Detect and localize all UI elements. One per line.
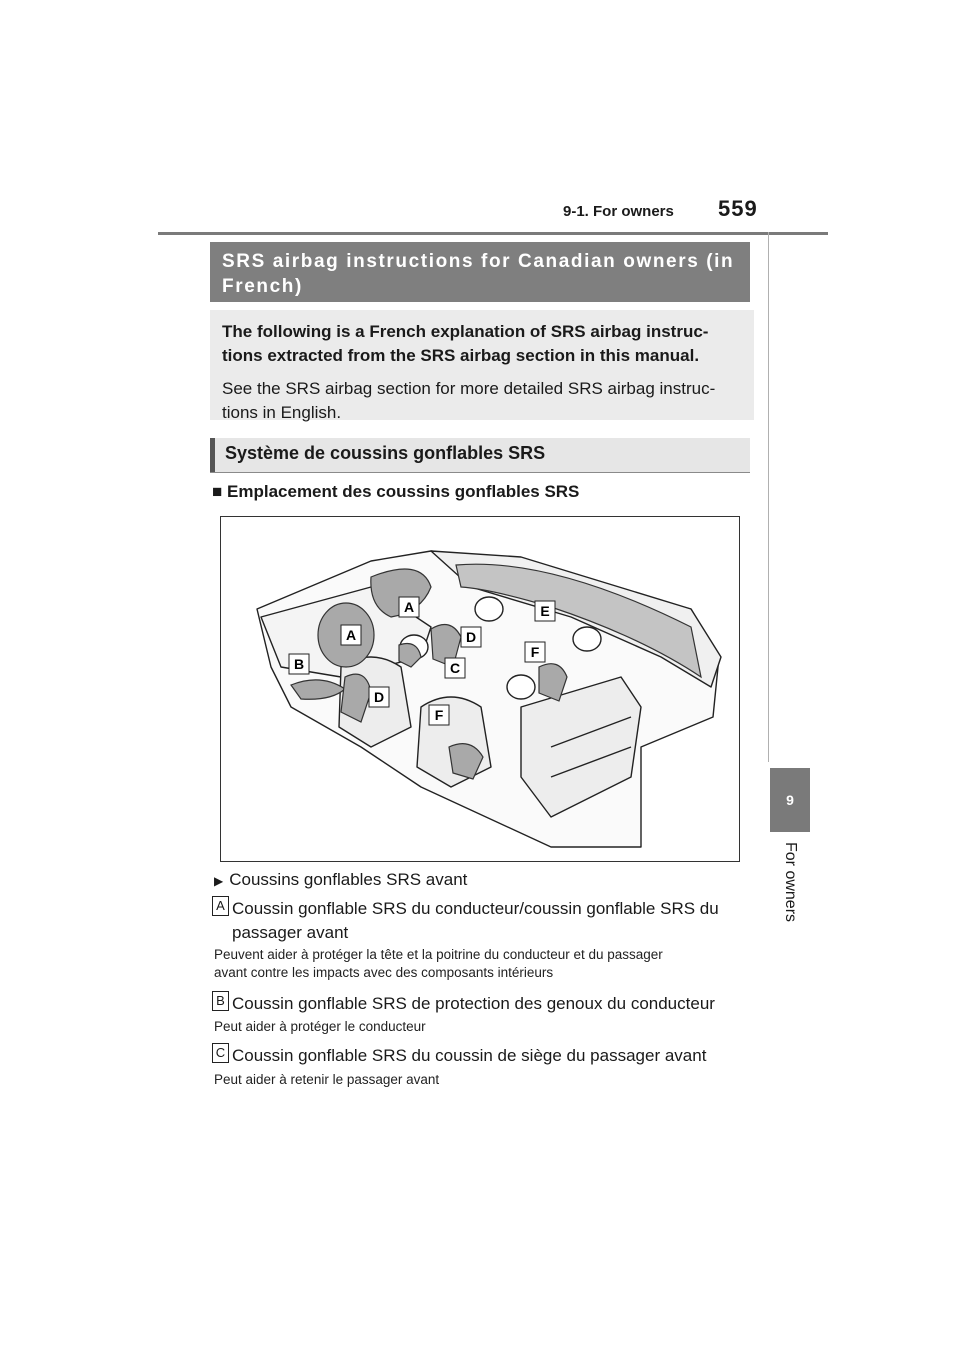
list-item-c-description: Peut aider à retenir le passager avant [214, 1072, 440, 1087]
list-item-a-title-line-1: Coussin gonflable SRS du conducteur/coussin gonflable SRS du [232, 899, 719, 918]
callout-e-label: E [540, 603, 550, 619]
list-item-a-letter [212, 896, 229, 916]
section-title-bar [210, 242, 750, 302]
list-item-a-title-line-2: passager avant [232, 923, 349, 942]
intro-bold-line-2: tions extracted from the SRS airbag section in this manual. [222, 346, 700, 365]
bullet-heading [212, 482, 579, 502]
intro-normal-line-2: tions in English. [222, 403, 342, 422]
callout-a-driver [341, 625, 361, 645]
callout-b-label: B [293, 656, 305, 672]
callout-d-passenger-label: D [465, 629, 477, 645]
bullet-heading-text: Emplacement des coussins gonflables SRS [227, 482, 580, 501]
callout-a-passenger [399, 597, 419, 617]
chapter-tab-label: For owners [782, 842, 799, 923]
list-item-b-letter [212, 991, 229, 1011]
side-divider [768, 232, 769, 762]
airbag-location-figure [220, 516, 740, 862]
list-item-b-description: Peut aider à protéger le conducteur [214, 1019, 426, 1034]
callout-a-passenger-label: A [403, 599, 415, 615]
intro-box [210, 310, 754, 420]
callout-b [289, 654, 309, 674]
callout-f-rear-label: F [530, 644, 540, 660]
list-intro [214, 868, 467, 893]
callout-f-rear [525, 642, 545, 662]
callout-f-front-label: F [434, 707, 444, 723]
list-item-c-letter [212, 1043, 229, 1063]
letter-badge-c: C [212, 1043, 229, 1063]
list-item-a-title [232, 897, 752, 945]
sub-heading-divider [210, 472, 750, 473]
header-divider [158, 232, 828, 235]
list-item-a-description [214, 946, 754, 982]
list-item-c-title: Coussin gonflable SRS du coussin de siège du passager avant [232, 1046, 707, 1065]
callout-d-driver-label: D [373, 689, 385, 705]
page-number: 559 [718, 196, 758, 221]
sub-heading: Système de coussins gonflables SRS [210, 438, 750, 472]
callout-e [535, 601, 555, 621]
arrow-bullet-icon: ▶ [214, 874, 224, 888]
chapter-tab: 9 [770, 768, 810, 832]
list-item-b-title: Coussin gonflable SRS de protection des genoux du conducteur [232, 994, 715, 1013]
square-bullet-icon: ■ [212, 482, 223, 501]
letter-badge-a: A [212, 896, 229, 916]
intro-bold-line-1: The following is a French explanation of SRS airbag instruc- [222, 322, 709, 341]
list-item-a-desc-line-2: avant contre les impacts avec des composants intérieurs [214, 965, 554, 980]
section-title: 9-1. For owners [563, 203, 674, 220]
car-interior-illustration [221, 517, 739, 861]
callout-f-front [429, 705, 449, 725]
callout-d-driver [369, 687, 389, 707]
title-line-1: SRS airbag instructions for Canadian owners (in [222, 251, 735, 272]
callout-d-passenger [461, 627, 481, 647]
intro-normal-text [222, 377, 742, 425]
callout-c [445, 658, 465, 678]
intro-normal-line-1: See the SRS airbag section for more detailed SRS airbag instruc- [222, 379, 716, 398]
callout-c-label: C [449, 660, 461, 676]
letter-badge-b: B [212, 991, 229, 1011]
title-line-2: French) [222, 276, 303, 297]
list-intro-text: Coussins gonflables SRS avant [229, 870, 468, 889]
callout-a-driver-label: A [345, 627, 357, 643]
intro-bold-text [222, 320, 742, 368]
list-item-a-desc-line-1: Peuvent aider à protéger la tête et la poitrine du conducteur et du passager [214, 947, 663, 962]
